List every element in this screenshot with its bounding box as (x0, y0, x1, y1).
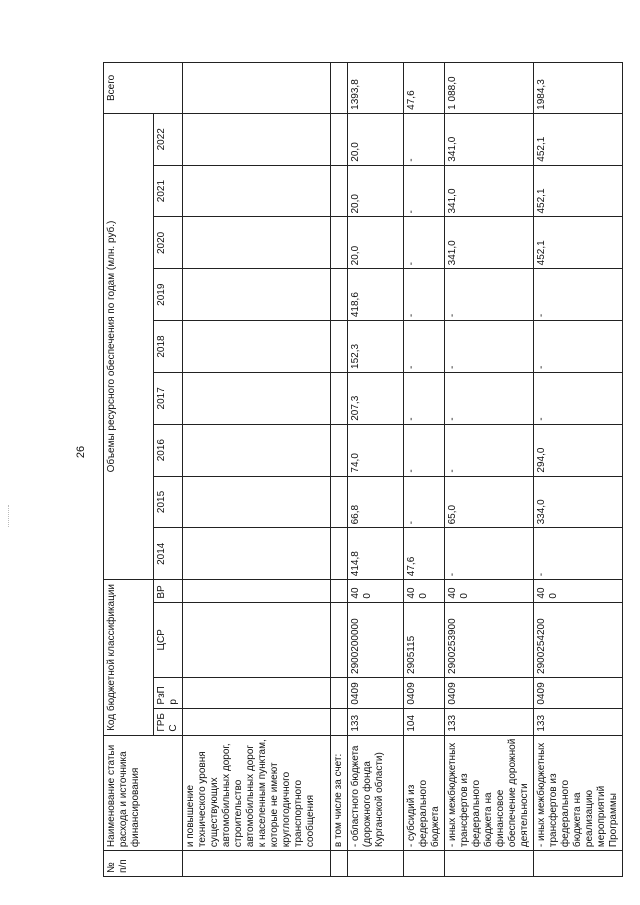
cell-value (331, 113, 348, 165)
cell-no (445, 851, 534, 877)
cell-rzpr: 0409 (445, 677, 534, 708)
cell-value: - (404, 424, 445, 476)
rotated-table-wrapper (103, 62, 619, 877)
cell-value: 418,6 (348, 269, 404, 321)
header-total: Всего (104, 63, 183, 114)
cell-value (331, 424, 348, 476)
cell-total: 1393,8 (348, 63, 404, 114)
document-sheet (103, 62, 619, 877)
table-row (445, 63, 534, 877)
cell-vr (183, 580, 331, 602)
cell-value (331, 528, 348, 580)
header-no: № п/п (104, 851, 183, 877)
cell-value (331, 476, 348, 528)
cell-value: - (534, 372, 623, 424)
header-year: 2021 (154, 165, 183, 217)
cell-value (183, 424, 331, 476)
cell-rzpr (331, 677, 348, 708)
cell-value: - (404, 113, 445, 165)
cell-value: 20,0 (348, 165, 404, 217)
cell-name: - субсидий из федерального бюджета (404, 735, 445, 850)
cell-value (331, 217, 348, 269)
cell-csr: 2905115 (404, 602, 445, 677)
cell-vr: 400 (445, 580, 534, 602)
cell-value: 20,0 (348, 217, 404, 269)
cell-value: 152,3 (348, 321, 404, 373)
scan-artifact-dots (8, 505, 11, 527)
cell-vr (331, 580, 348, 602)
cell-csr (183, 602, 331, 677)
cell-value: 65,0 (445, 476, 534, 528)
header-volumes: Объемы ресурсного обеспечения по годам (млн. руб.) (104, 113, 154, 579)
cell-value: - (445, 372, 534, 424)
cell-value (183, 217, 331, 269)
cell-rzpr: 0409 (404, 677, 445, 708)
cell-no (534, 851, 623, 877)
cell-value: 334,0 (534, 476, 623, 528)
header-year: 2018 (154, 321, 183, 373)
cell-total: 1984,3 (534, 63, 623, 114)
header-year: 2016 (154, 424, 183, 476)
cell-value: - (404, 165, 445, 217)
table-row (404, 63, 445, 877)
cell-value: 294,0 (534, 424, 623, 476)
cell-name: - иных межбюджетных трансфертов из федерального бюджета на финансовое обеспечение дорожной деятельности (445, 735, 534, 850)
budget-table (103, 62, 623, 877)
cell-value: 341,0 (445, 217, 534, 269)
cell-csr: 2900253900 (445, 602, 534, 677)
cell-value (331, 372, 348, 424)
cell-csr: 2900254200 (534, 602, 623, 677)
cell-name: - областного бюджета (дорожного фонда Курганской области) (348, 735, 404, 850)
cell-name: в том числе за счет: (331, 735, 348, 850)
cell-value: - (404, 476, 445, 528)
cell-value: - (534, 528, 623, 580)
cell-vr: 400 (348, 580, 404, 602)
header-name: Наименование статьи расхода и источника финансирования (104, 735, 183, 850)
cell-value: 452,1 (534, 217, 623, 269)
cell-value: 66,8 (348, 476, 404, 528)
cell-value (331, 165, 348, 217)
cell-value (331, 321, 348, 373)
cell-grbs: 133 (534, 708, 623, 735)
header-rzpr: РзПр (154, 677, 183, 708)
cell-grbs: 133 (445, 708, 534, 735)
cell-grbs (331, 708, 348, 735)
cell-value (183, 476, 331, 528)
cell-name: - иных межбюджетных трансфертов из федерального бюджета на реализацию мероприятий Программы (534, 735, 623, 850)
table-row (331, 63, 348, 877)
table-row (183, 63, 331, 877)
cell-grbs (183, 708, 331, 735)
cell-value: - (534, 269, 623, 321)
cell-value: 452,1 (534, 113, 623, 165)
cell-value (183, 269, 331, 321)
cell-rzpr: 0409 (534, 677, 623, 708)
cell-value: 74,0 (348, 424, 404, 476)
cell-value: 207,3 (348, 372, 404, 424)
header-year: 2019 (154, 269, 183, 321)
cell-value (183, 372, 331, 424)
cell-value: - (445, 424, 534, 476)
cell-value: - (404, 321, 445, 373)
cell-rzpr (183, 677, 331, 708)
cell-rzpr: 0409 (348, 677, 404, 708)
header-year: 2020 (154, 217, 183, 269)
cell-value: - (404, 372, 445, 424)
cell-value: 47,6 (404, 528, 445, 580)
cell-total (331, 63, 348, 114)
cell-value (183, 113, 331, 165)
cell-grbs: 104 (404, 708, 445, 735)
cell-name: и повышение технического уровня существующих автомобильных дорог, строительство автомобильных дорог к населенным пунктам, которые не имеют круглогодичного транспортного сообщения (183, 735, 331, 850)
cell-value (183, 528, 331, 580)
cell-value: 341,0 (445, 113, 534, 165)
table-row (348, 63, 404, 877)
cell-value: 414,8 (348, 528, 404, 580)
cell-no (348, 851, 404, 877)
header-csr: ЦСР (154, 602, 183, 677)
cell-total: 1 088,0 (445, 63, 534, 114)
cell-no (331, 851, 348, 877)
cell-no (183, 851, 331, 877)
cell-value: - (534, 321, 623, 373)
header-year: 2017 (154, 372, 183, 424)
cell-value: 341,0 (445, 165, 534, 217)
cell-value (183, 321, 331, 373)
cell-total (183, 63, 331, 114)
cell-value: - (445, 528, 534, 580)
cell-value: 452,1 (534, 165, 623, 217)
table-row (534, 63, 623, 877)
header-year: 2014 (154, 528, 183, 580)
cell-value: - (404, 269, 445, 321)
page-number: 26 (75, 445, 87, 459)
cell-value: - (445, 321, 534, 373)
cell-vr: 400 (534, 580, 623, 602)
cell-csr: 2900200000 (348, 602, 404, 677)
cell-no (404, 851, 445, 877)
header-vr: ВР (154, 580, 183, 602)
header-grbs: ГРБС (154, 708, 183, 735)
header-year: 2022 (154, 113, 183, 165)
cell-value: 20,0 (348, 113, 404, 165)
cell-value: - (445, 269, 534, 321)
header-code-group: Код бюджетной классификации (104, 580, 154, 735)
header-year: 2015 (154, 476, 183, 528)
cell-value (183, 165, 331, 217)
cell-total: 47,6 (404, 63, 445, 114)
cell-grbs: 133 (348, 708, 404, 735)
cell-vr: 400 (404, 580, 445, 602)
cell-value: - (404, 217, 445, 269)
cell-csr (331, 602, 348, 677)
cell-value (331, 269, 348, 321)
